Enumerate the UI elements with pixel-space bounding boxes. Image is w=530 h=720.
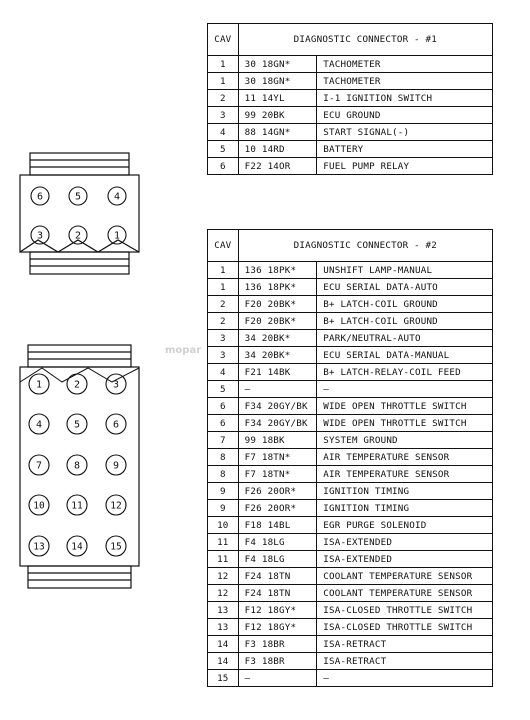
cav-cell: 13: [208, 619, 239, 636]
table-row: [208, 670, 493, 687]
circuit-cell: —: [317, 381, 493, 398]
pin-label: 15: [110, 541, 122, 553]
pin-label: 5: [74, 191, 82, 203]
circuit-cell: AIR TEMPERATURE SENSOR: [317, 449, 493, 466]
pin-label: 4: [35, 419, 43, 431]
table-row: [208, 517, 493, 534]
circuit-cell: —: [317, 670, 493, 687]
wire-cell: F3 18BR: [238, 653, 317, 670]
pin-label: 7: [35, 460, 43, 472]
pin-15: [106, 536, 126, 556]
cav-cell: 13: [208, 602, 239, 619]
cav-cell: 3: [208, 107, 239, 124]
circuit-cell: B+ LATCH-RELAY-COIL FEED: [317, 364, 493, 381]
pin-label: 2: [74, 230, 82, 242]
cav-cell: 14: [208, 653, 239, 670]
table-row: [208, 73, 493, 90]
cav-cell: 11: [208, 551, 239, 568]
circuit-cell: WIDE OPEN THROTTLE SWITCH: [317, 398, 493, 415]
wire-cell: F21 14BK: [238, 364, 317, 381]
wire-cell: F4 18LG: [238, 551, 317, 568]
connector-2-table: [207, 229, 493, 687]
circuit-cell: AIR TEMPERATURE SENSOR: [317, 466, 493, 483]
wire-cell: 34 20BK*: [238, 330, 317, 347]
cav-cell: 1: [208, 56, 239, 73]
cav-cell: 3: [208, 347, 239, 364]
wire-cell: F3 18BR: [238, 636, 317, 653]
cav-cell: 10: [208, 517, 239, 534]
wire-cell: F34 20GY/BK: [238, 415, 317, 432]
table-row: [208, 313, 493, 330]
table-row: [208, 141, 493, 158]
wire-cell: F12 18GY*: [238, 602, 317, 619]
circuit-cell: B+ LATCH-COIL GROUND: [317, 313, 493, 330]
connector-2-pins: [29, 374, 126, 556]
pin-label: 1: [35, 379, 43, 391]
cav-cell: 8: [208, 449, 239, 466]
wire-cell: F20 20BK*: [238, 296, 317, 313]
wire-cell: F26 20OR*: [238, 483, 317, 500]
cav-cell: 8: [208, 466, 239, 483]
connector-1-rows: [208, 56, 493, 175]
table-row: [208, 483, 493, 500]
cav-header: CAV: [208, 230, 239, 262]
table-row: [208, 619, 493, 636]
pin-label: 14: [71, 541, 83, 553]
cav-cell: 15: [208, 670, 239, 687]
table-row: [208, 449, 493, 466]
wire-cell: 99 20BK: [238, 107, 317, 124]
wire-cell: F26 20OR*: [238, 500, 317, 517]
wire-cell: F20 20BK*: [238, 313, 317, 330]
pin-label: 6: [112, 419, 120, 431]
table-row: [208, 636, 493, 653]
circuit-cell: FUEL PUMP RELAY: [317, 158, 493, 175]
wire-cell: F12 18GY*: [238, 619, 317, 636]
wire-cell: —: [238, 670, 317, 687]
table-row: [208, 568, 493, 585]
wire-cell: —: [238, 381, 317, 398]
wire-cell: 11 14YL: [238, 90, 317, 107]
connector-1-table: [207, 23, 493, 175]
pin-3: [106, 374, 126, 394]
table-row: [208, 158, 493, 175]
pin-14: [67, 536, 87, 556]
circuit-cell: ISA-RETRACT: [317, 636, 493, 653]
table-row: [208, 602, 493, 619]
cav-cell: 1: [208, 279, 239, 296]
wire-cell: F4 18LG: [238, 534, 317, 551]
circuit-cell: UNSHIFT LAMP-MANUAL: [317, 262, 493, 279]
wire-cell: 136 18PK*: [238, 262, 317, 279]
table-row: [208, 56, 493, 73]
table-row: [208, 107, 493, 124]
cav-cell: 9: [208, 483, 239, 500]
table-row: [208, 585, 493, 602]
pin-1: [108, 226, 126, 244]
pin-label: 9: [112, 460, 120, 472]
cav-cell: 1: [208, 262, 239, 279]
circuit-cell: ECU GROUND: [317, 107, 493, 124]
cav-cell: 11: [208, 534, 239, 551]
circuit-cell: BATTERY: [317, 141, 493, 158]
circuit-cell: EGR PURGE SOLENOID: [317, 517, 493, 534]
table-row: [208, 364, 493, 381]
cav-cell: 9: [208, 500, 239, 517]
pin-label: 1: [113, 230, 121, 242]
cav-cell: 12: [208, 568, 239, 585]
pin-label: 8: [73, 460, 81, 472]
cav-cell: 2: [208, 313, 239, 330]
circuit-cell: COOLANT TEMPERATURE SENSOR: [317, 585, 493, 602]
pin-10: [29, 495, 49, 515]
pin-3: [31, 226, 49, 244]
circuit-cell: TACHOMETER: [317, 73, 493, 90]
circuit-cell: IGNITION TIMING: [317, 500, 493, 517]
table-title: DIAGNOSTIC CONNECTOR - #1: [238, 24, 492, 56]
circuit-cell: ISA-EXTENDED: [317, 534, 493, 551]
pin-label: 3: [112, 379, 120, 391]
pin-label: 2: [73, 379, 81, 391]
pin-4: [108, 187, 126, 205]
pin-4: [29, 414, 49, 434]
pin-5: [67, 414, 87, 434]
table-row: [208, 124, 493, 141]
wire-cell: 88 14GN*: [238, 124, 317, 141]
circuit-cell: I-1 IGNITION SWITCH: [317, 90, 493, 107]
circuit-cell: ISA-EXTENDED: [317, 551, 493, 568]
cav-cell: 3: [208, 330, 239, 347]
pin-8: [67, 455, 87, 475]
pin-label: 10: [33, 500, 45, 512]
wire-cell: F7 18TN*: [238, 449, 317, 466]
pin-label: 11: [71, 500, 83, 512]
table-row: [208, 415, 493, 432]
table-row: [208, 90, 493, 107]
circuit-cell: COOLANT TEMPERATURE SENSOR: [317, 568, 493, 585]
table-header-row: [208, 24, 493, 56]
pin-6: [106, 414, 126, 434]
cav-cell: 2: [208, 296, 239, 313]
cav-cell: 5: [208, 141, 239, 158]
mopar-watermark: mopar: [165, 345, 202, 356]
wire-cell: F7 18TN*: [238, 466, 317, 483]
cav-cell: 7: [208, 432, 239, 449]
cav-cell: 6: [208, 158, 239, 175]
wire-cell: 99 18BK: [238, 432, 317, 449]
pin-label: 13: [33, 541, 45, 553]
circuit-cell: PARK/NEUTRAL-AUTO: [317, 330, 493, 347]
circuit-cell: ISA-CLOSED THROTTLE SWITCH: [317, 619, 493, 636]
pin-label: 12: [110, 500, 122, 512]
cav-cell: 6: [208, 415, 239, 432]
connector-1-drawing: [20, 153, 139, 274]
circuit-cell: ECU SERIAL DATA-MANUAL: [317, 347, 493, 364]
wire-cell: F18 14BL: [238, 517, 317, 534]
table-row: [208, 262, 493, 279]
pin-label: 6: [36, 191, 44, 203]
cav-cell: 12: [208, 585, 239, 602]
pin-9: [106, 455, 126, 475]
cav-cell: 4: [208, 124, 239, 141]
table-row: [208, 381, 493, 398]
circuit-cell: ISA-CLOSED THROTTLE SWITCH: [317, 602, 493, 619]
pin-12: [106, 495, 126, 515]
wire-cell: 10 14RD: [238, 141, 317, 158]
pin-5: [69, 187, 87, 205]
circuit-cell: WIDE OPEN THROTTLE SWITCH: [317, 415, 493, 432]
wire-cell: F24 18TN: [238, 585, 317, 602]
cav-cell: 6: [208, 398, 239, 415]
circuit-cell: START SIGNAL(-): [317, 124, 493, 141]
table-row: [208, 296, 493, 313]
wire-cell: 34 20BK*: [238, 347, 317, 364]
circuit-cell: TACHOMETER: [317, 56, 493, 73]
cav-cell: 4: [208, 364, 239, 381]
table-row: [208, 466, 493, 483]
pin-11: [67, 495, 87, 515]
table-row: [208, 432, 493, 449]
table-row: [208, 500, 493, 517]
wire-cell: F22 14OR: [238, 158, 317, 175]
connector-1-pins: [31, 187, 126, 244]
table-title: DIAGNOSTIC CONNECTOR - #2: [238, 230, 492, 262]
pin-7: [29, 455, 49, 475]
pin-2: [69, 226, 87, 244]
pin-label: 3: [36, 230, 44, 242]
circuit-cell: ISA-RETRACT: [317, 653, 493, 670]
circuit-cell: ECU SERIAL DATA-AUTO: [317, 279, 493, 296]
table-header-row: [208, 230, 493, 262]
table-row: [208, 653, 493, 670]
cav-header: CAV: [208, 24, 239, 56]
pin-13: [29, 536, 49, 556]
table-row: [208, 534, 493, 551]
circuit-cell: SYSTEM GROUND: [317, 432, 493, 449]
circuit-cell: B+ LATCH-COIL GROUND: [317, 296, 493, 313]
wire-cell: 136 18PK*: [238, 279, 317, 296]
circuit-cell: IGNITION TIMING: [317, 483, 493, 500]
cav-cell: 14: [208, 636, 239, 653]
table-row: [208, 279, 493, 296]
wire-cell: 30 18GN*: [238, 73, 317, 90]
connector-drawings: [0, 0, 210, 720]
pin-2: [67, 374, 87, 394]
table-row: [208, 347, 493, 364]
table-row: [208, 551, 493, 568]
wire-cell: 30 18GN*: [238, 56, 317, 73]
pin-label: 4: [113, 191, 121, 203]
connector-2-rows: [208, 262, 493, 687]
cav-cell: 1: [208, 73, 239, 90]
pin-6: [31, 187, 49, 205]
cav-cell: 5: [208, 381, 239, 398]
wire-cell: F24 18TN: [238, 568, 317, 585]
table-row: [208, 398, 493, 415]
pin-1: [29, 374, 49, 394]
table-row: [208, 330, 493, 347]
cav-cell: 2: [208, 90, 239, 107]
wire-cell: F34 20GY/BK: [238, 398, 317, 415]
pin-label: 5: [73, 419, 81, 431]
